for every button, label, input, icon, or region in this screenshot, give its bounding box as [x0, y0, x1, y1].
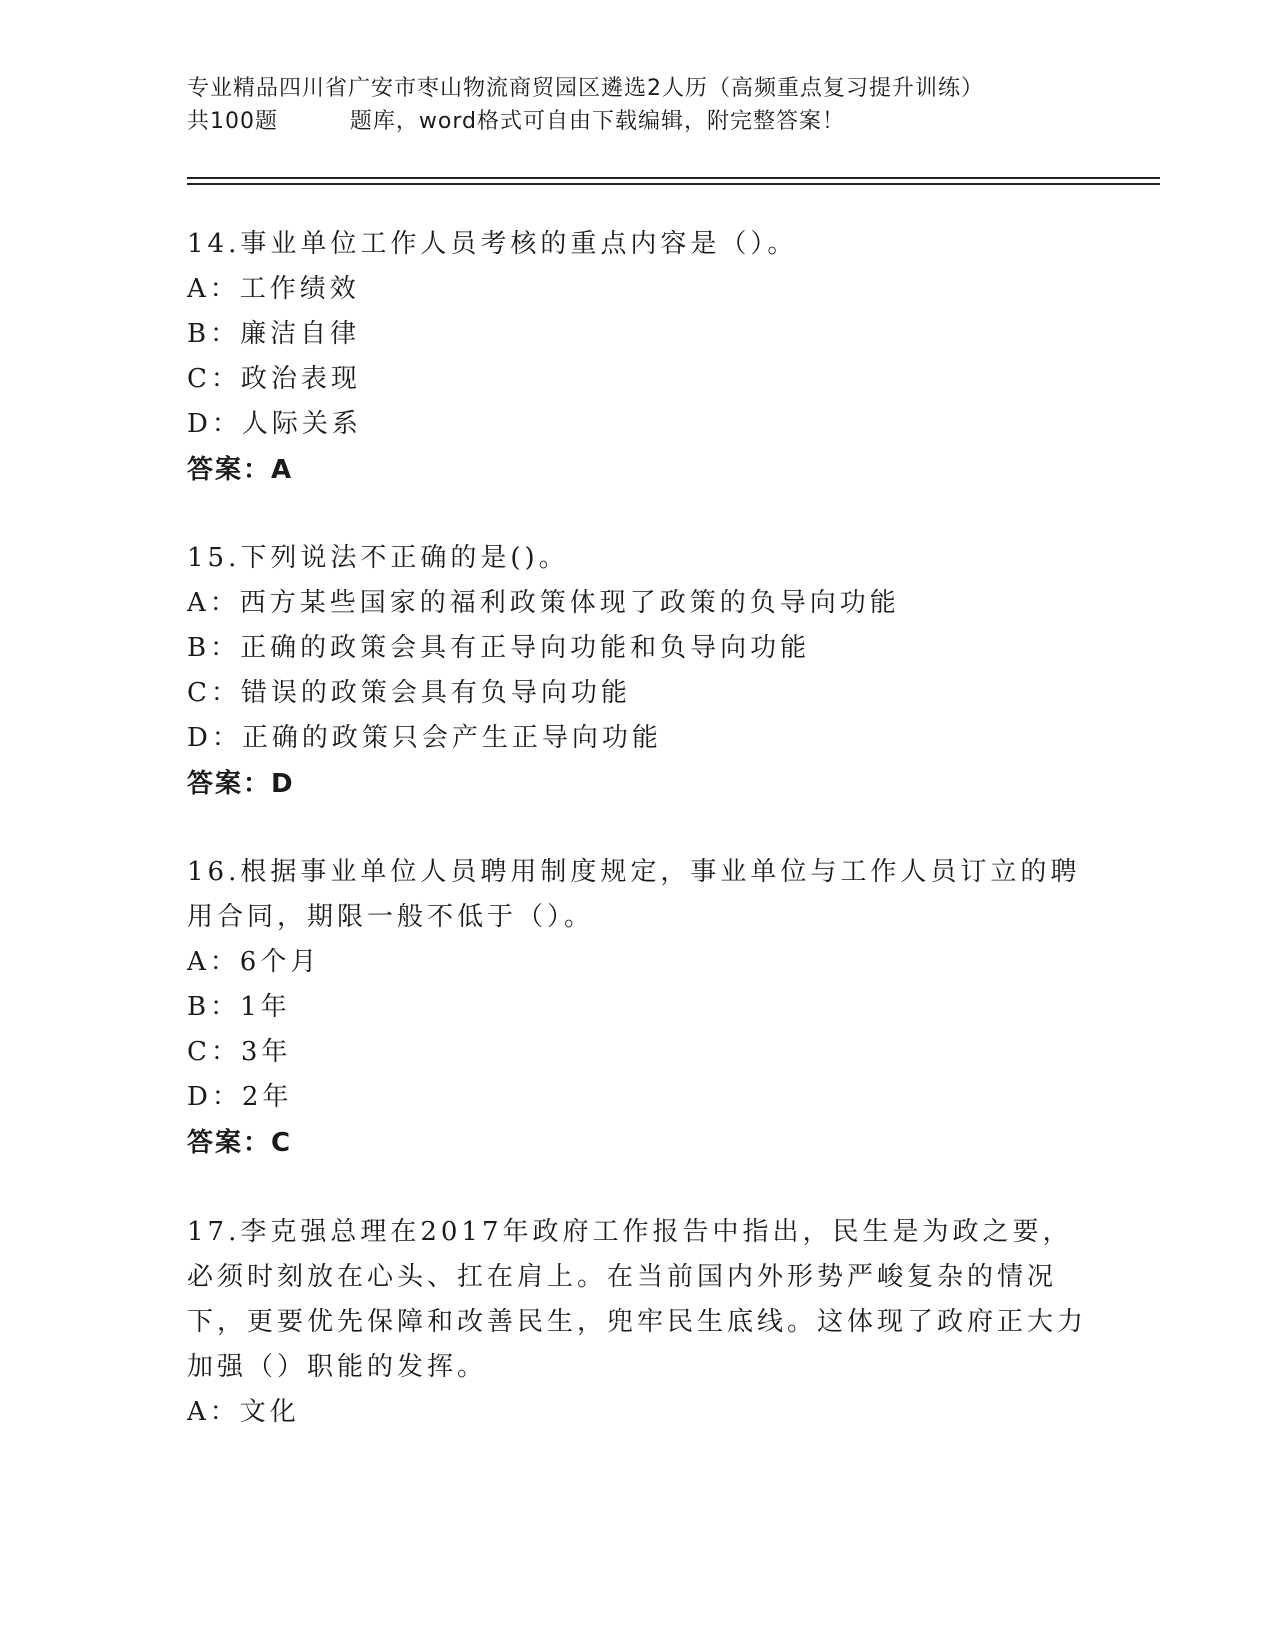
question-stem: 15.下列说法不正确的是()。 [187, 543, 569, 573]
option-a: A：工作绩效 [187, 274, 360, 304]
answer: 答案：A [187, 455, 294, 485]
option-b: B：1年 [187, 992, 291, 1022]
header-title-line: 专业精品四川省广安市枣山物流商贸园区遴选2人历（高频重点复习提升训练） [187, 76, 984, 101]
option-d: D：正确的政策只会产生正导向功能 [187, 723, 662, 753]
header-subtitle-line: 共100题 题库，word格式可自由下载编辑，附完整答案！ [187, 109, 846, 134]
answer: 答案：C [187, 1128, 293, 1158]
question-14 [187, 222, 1087, 493]
question-stem: 16.根据事业单位人员聘用制度规定，事业单位与工作人员订立的聘用合同，期限一般不低于（）。 [187, 857, 1081, 932]
option-c: C：3年 [187, 1037, 292, 1067]
header-divider-bottom [187, 183, 1160, 185]
question-stem: 14.事业单位工作人员考核的重点内容是（）。 [187, 229, 798, 259]
option-a: A：文化 [187, 1397, 300, 1427]
option-b: B：廉洁自律 [187, 319, 361, 349]
question-17 [187, 1210, 1087, 1435]
document-header [187, 72, 1087, 138]
option-d: D：2年 [187, 1082, 293, 1112]
option-b: B：正确的政策会具有正导向功能和负导向功能 [187, 633, 811, 663]
question-16 [187, 850, 1087, 1166]
option-c: C：错误的政策会具有负导向功能 [187, 678, 631, 708]
option-d: D：人际关系 [187, 409, 362, 439]
option-a: A：西方某些国家的福利政策体现了政策的负导向功能 [187, 588, 900, 618]
option-a: A：6个月 [187, 947, 321, 977]
question-15 [187, 536, 1087, 807]
option-c: C：政治表现 [187, 364, 361, 394]
header-divider-top [187, 177, 1160, 179]
question-stem: 17.李克强总理在2017年政府工作报告中指出，民生是为政之要，必须时刻放在心头、扛在肩上。在当前国内外形势严峻复杂的情况下，更要优先保障和改善民生，兜牢民生底线。这体现了政府正大力加强（）职能的发挥。 [187, 1217, 1088, 1382]
answer: 答案：D [187, 769, 295, 799]
